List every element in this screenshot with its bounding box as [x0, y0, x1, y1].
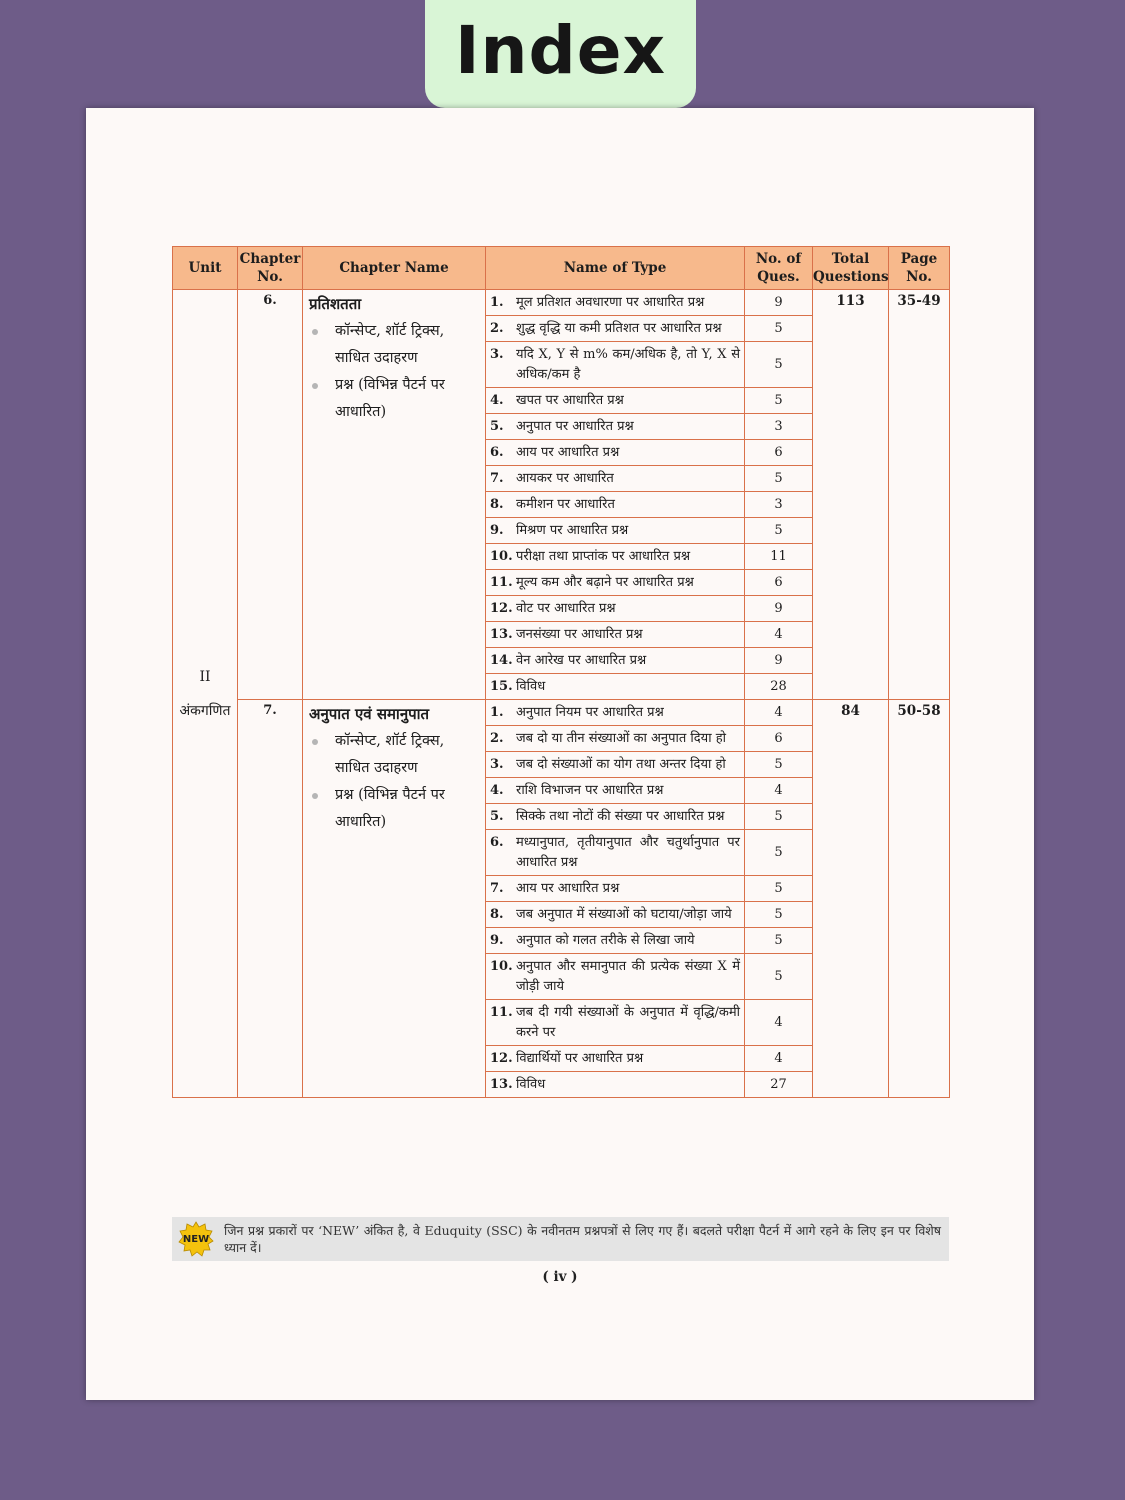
- question-count: 27: [745, 1072, 813, 1098]
- type-name: जब दो या तीन संख्याओं का अनुपात दिया हो: [516, 731, 726, 746]
- question-count: 5: [745, 518, 813, 544]
- new-note: [172, 1217, 949, 1261]
- type-number: 4.: [490, 393, 504, 408]
- type-name: विविध: [516, 679, 546, 694]
- type-cell: [486, 804, 745, 830]
- unit-numeral: II: [199, 668, 211, 685]
- type-number: 13.: [490, 1077, 513, 1092]
- question-count: 5: [745, 954, 813, 1000]
- type-number: 13.: [490, 627, 513, 642]
- chapter-no: 6.: [238, 290, 303, 700]
- type-cell: [486, 648, 745, 674]
- unit-name: अंकगणित: [179, 702, 231, 719]
- type-cell: [486, 414, 745, 440]
- type-name: जब दी गयी संख्याओं के अनुपात में वृद्धि/कमी करने पर: [516, 1005, 740, 1040]
- type-cell: [486, 466, 745, 492]
- question-count: 5: [745, 830, 813, 876]
- bullet-dot-icon: [312, 793, 318, 799]
- question-count: 6: [745, 726, 813, 752]
- table-row: [173, 290, 950, 316]
- bullet-dot-icon: [312, 329, 318, 335]
- type-name: खपत पर आधारित प्रश्न: [516, 393, 624, 408]
- chapter-bullet: प्रश्न (विभिन्न पैटर्न पर आधारित): [309, 372, 481, 426]
- type-number: 2.: [490, 321, 504, 336]
- type-number: 3.: [490, 757, 504, 772]
- question-count: 5: [745, 876, 813, 902]
- question-count: 28: [745, 674, 813, 700]
- type-name: वेन आरेख पर आधारित प्रश्न: [516, 653, 647, 668]
- type-name: यदि X, Y से m% कम/अधिक है, तो Y, X से अधिक/कम है: [516, 347, 740, 382]
- question-count: 5: [745, 928, 813, 954]
- type-cell: [486, 596, 745, 622]
- type-number: 9.: [490, 523, 504, 538]
- type-number: 1.: [490, 705, 504, 720]
- table-row: [173, 700, 950, 726]
- type-number: 5.: [490, 419, 504, 434]
- chapter-no: 7.: [238, 700, 303, 1098]
- type-cell: [486, 342, 745, 388]
- type-name: मूल प्रतिशत अवधारणा पर आधारित प्रश्न: [516, 295, 705, 310]
- type-cell: [486, 700, 745, 726]
- type-number: 5.: [490, 809, 504, 824]
- type-cell: [486, 902, 745, 928]
- type-number: 10.: [490, 959, 513, 974]
- index-title-tab: [425, 0, 696, 108]
- unit-cell: [173, 290, 238, 1098]
- type-name: विद्यार्थियों पर आधारित प्रश्न: [516, 1051, 644, 1066]
- question-count: 6: [745, 440, 813, 466]
- type-number: 6.: [490, 835, 504, 850]
- type-number: 12.: [490, 601, 513, 616]
- bullet-dot-icon: [312, 739, 318, 745]
- type-cell: [486, 778, 745, 804]
- type-name: जब दो संख्याओं का योग तथा अन्तर दिया हो: [516, 757, 726, 772]
- type-cell: [486, 954, 745, 1000]
- type-cell: [486, 830, 745, 876]
- header-total: Total Questions: [813, 247, 889, 290]
- page-number: ( iv ): [542, 1269, 578, 1285]
- page-range: 35-49: [889, 290, 950, 700]
- type-cell: [486, 1000, 745, 1046]
- type-cell: [486, 388, 745, 414]
- page-range: 50-58: [889, 700, 950, 1098]
- type-name: अनुपात पर आधारित प्रश्न: [516, 419, 634, 434]
- type-name: सिक्के तथा नोटों की संख्या पर आधारित प्रश्न: [516, 809, 725, 824]
- type-number: 3.: [490, 347, 504, 362]
- question-count: 3: [745, 492, 813, 518]
- type-number: 7.: [490, 881, 504, 896]
- question-count: 4: [745, 622, 813, 648]
- type-name: अनुपात नियम पर आधारित प्रश्न: [516, 705, 664, 720]
- question-count: 4: [745, 700, 813, 726]
- question-count: 3: [745, 414, 813, 440]
- type-name: मूल्य कम और बढ़ाने पर आधारित प्रश्न: [516, 575, 694, 590]
- type-cell: [486, 316, 745, 342]
- type-cell: [486, 1046, 745, 1072]
- type-name: आय पर आधारित प्रश्न: [516, 881, 620, 896]
- type-cell: [486, 492, 745, 518]
- type-cell: [486, 928, 745, 954]
- type-cell: [486, 1072, 745, 1098]
- type-name: कमीशन पर आधारित: [516, 497, 615, 512]
- type-cell: [486, 570, 745, 596]
- type-name: आयकर पर आधारित: [516, 471, 614, 486]
- chapter-bullet: कॉन्सेप्ट, शॉर्ट ट्रिक्स, साधित उदाहरण: [309, 318, 481, 372]
- type-cell: [486, 674, 745, 700]
- type-name: जब अनुपात में संख्याओं को घटाया/जोड़ा जाये: [516, 907, 732, 922]
- question-count: 5: [745, 342, 813, 388]
- new-badge-icon: NEW: [178, 1221, 214, 1257]
- type-name: आय पर आधारित प्रश्न: [516, 445, 620, 460]
- type-number: 2.: [490, 731, 504, 746]
- type-cell: [486, 440, 745, 466]
- type-number: 1.: [490, 295, 504, 310]
- type-name: परीक्षा तथा प्राप्तांक पर आधारित प्रश्न: [516, 549, 691, 564]
- index-table: [172, 246, 950, 1098]
- type-name: अनुपात को गलत तरीके से लिखा जाये: [516, 933, 695, 948]
- header-unit: Unit: [173, 247, 238, 290]
- type-name: जनसंख्या पर आधारित प्रश्न: [516, 627, 643, 642]
- type-cell: [486, 726, 745, 752]
- type-number: 8.: [490, 497, 504, 512]
- header-no-ques: No. of Ques.: [745, 247, 813, 290]
- type-number: 11.: [490, 575, 513, 590]
- type-name: मध्यानुपात, तृतीयानुपात और चतुर्थानुपात पर आधारित प्रश्न: [516, 835, 740, 870]
- index-title: Index: [454, 11, 667, 89]
- type-cell: [486, 518, 745, 544]
- type-cell: [486, 622, 745, 648]
- question-count: 9: [745, 648, 813, 674]
- type-number: 12.: [490, 1051, 513, 1066]
- question-count: 5: [745, 804, 813, 830]
- type-number: 8.: [490, 907, 504, 922]
- index-page: [86, 108, 1034, 1400]
- question-count: 9: [745, 290, 813, 316]
- type-number: 11.: [490, 1005, 513, 1020]
- question-count: 4: [745, 1000, 813, 1046]
- type-name: राशि विभाजन पर आधारित प्रश्न: [516, 783, 664, 798]
- type-number: 15.: [490, 679, 513, 694]
- header-page-no: Page No.: [889, 247, 950, 290]
- type-name: मिश्रण पर आधारित प्रश्न: [516, 523, 629, 538]
- type-name: वोट पर आधारित प्रश्न: [516, 601, 616, 616]
- question-count: 4: [745, 1046, 813, 1072]
- bullet-dot-icon: [312, 383, 318, 389]
- type-number: 14.: [490, 653, 513, 668]
- type-cell: [486, 752, 745, 778]
- type-number: 9.: [490, 933, 504, 948]
- question-count: 9: [745, 596, 813, 622]
- type-number: 7.: [490, 471, 504, 486]
- chapter-name-cell: [303, 700, 486, 1098]
- type-number: 10.: [490, 549, 513, 564]
- chapter-name: अनुपात एवं समानुपात: [309, 705, 430, 723]
- chapter-name-cell: [303, 290, 486, 700]
- table-header-row: [173, 247, 950, 290]
- type-cell: [486, 290, 745, 316]
- chapter-name: प्रतिशतता: [309, 295, 362, 313]
- question-count: 11: [745, 544, 813, 570]
- question-count: 5: [745, 388, 813, 414]
- chapter-bullet: प्रश्न (विभिन्न पैटर्न पर आधारित): [309, 782, 481, 836]
- question-count: 5: [745, 902, 813, 928]
- question-count: 5: [745, 752, 813, 778]
- question-count: 5: [745, 316, 813, 342]
- type-number: 4.: [490, 783, 504, 798]
- note-text: जिन प्रश्न प्रकारों पर ‘NEW’ अंकित है, वे Eduquity (SSC) के नवीनतम प्रश्नपत्रों से लिए गए हैं। बदलते परीक्षा पैटर्न में आगे रहने के लिए इन पर विशेष ध्यान दें।: [224, 1223, 941, 1255]
- header-type-name: Name of Type: [486, 247, 745, 290]
- type-cell: [486, 544, 745, 570]
- type-number: 6.: [490, 445, 504, 460]
- type-cell: [486, 876, 745, 902]
- question-count: 4: [745, 778, 813, 804]
- type-name: विविध: [516, 1077, 546, 1092]
- type-name: अनुपात और समानुपात की प्रत्येक संख्या X में जोड़ी जाये: [516, 959, 740, 994]
- total-questions: 84: [813, 700, 889, 1098]
- type-name: शुद्ध वृद्धि या कमी प्रतिशत पर आधारित प्रश्न: [516, 321, 722, 336]
- question-count: 6: [745, 570, 813, 596]
- chapter-bullet: कॉन्सेप्ट, शॉर्ट ट्रिक्स, साधित उदाहरण: [309, 728, 481, 782]
- header-chapter-name: Chapter Name: [303, 247, 486, 290]
- header-chapter-no: Chapter No.: [238, 247, 303, 290]
- question-count: 5: [745, 466, 813, 492]
- total-questions: 113: [813, 290, 889, 700]
